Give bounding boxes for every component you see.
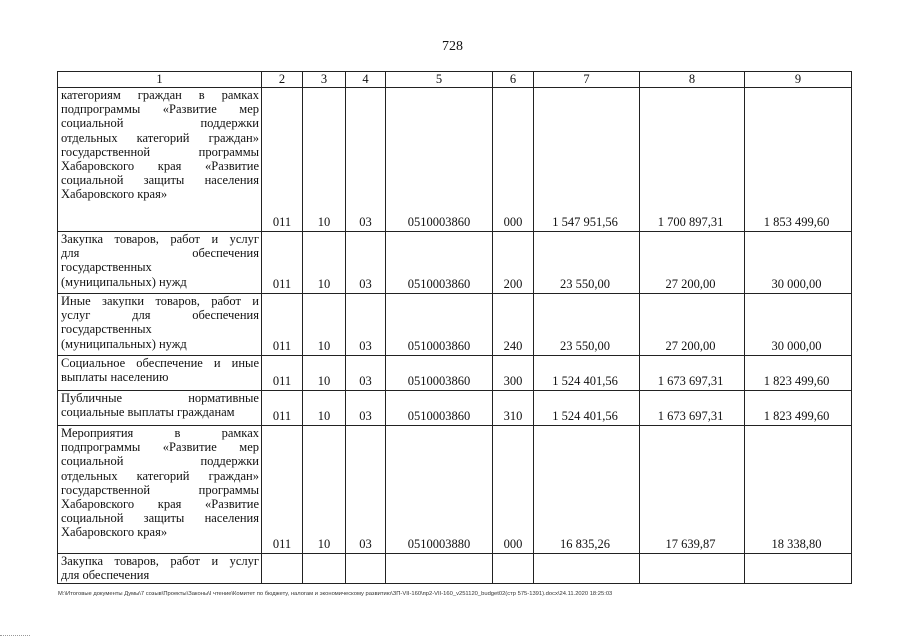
cell-col-5: 0510003860	[386, 88, 493, 232]
cell-col-8: 27 200,00	[640, 232, 745, 294]
column-header: 2	[262, 72, 303, 88]
cell-col-8	[640, 554, 745, 584]
cell-col-3: 10	[303, 232, 346, 294]
row-description	[58, 232, 262, 294]
cell-col-3	[303, 554, 346, 584]
row-description	[58, 356, 262, 391]
description-line: подпрограммы «Развитие мер	[61, 102, 259, 117]
cell-col-7	[534, 554, 640, 584]
cell-col-2: 011	[262, 294, 303, 356]
table-row	[58, 294, 852, 356]
description-line: Хабаровского края «Развитие	[61, 158, 259, 173]
cell-col-7: 23 550,00	[534, 294, 640, 356]
cell-col-3: 10	[303, 356, 346, 391]
table-row	[58, 554, 852, 584]
cell-col-6: 240	[493, 294, 534, 356]
row-description	[58, 554, 262, 584]
cell-col-7: 23 550,00	[534, 232, 640, 294]
description-line: Мероприятия в рамках	[61, 426, 259, 440]
file-path-footer: M:\Итоговые документы Думы\7 созыв\Проекты\Законы\I чтение\Комитет по бюджету, налогам и экономическому развитию\ЗП-VII-160\пр2-VII-160_v251120_budget02(стр 575-1391).docx\24.11.2020 18:25:03	[58, 591, 613, 597]
cell-col-3: 10	[303, 294, 346, 356]
cell-col-4: 03	[346, 294, 386, 356]
cell-col-4: 03	[346, 391, 386, 426]
cell-col-8: 1 700 897,31	[640, 88, 745, 232]
cell-col-7: 16 835,26	[534, 426, 640, 554]
row-description	[58, 294, 262, 356]
description-line: Хабаровского края»	[61, 187, 168, 202]
description-line: социальные выплаты гражданам	[61, 405, 235, 420]
description-line: категориям граждан в рамках	[61, 88, 259, 102]
description-line: Публичные нормативные	[61, 391, 259, 405]
description-line: государственной программы	[61, 144, 259, 159]
cell-col-4: 03	[346, 88, 386, 232]
cell-col-4: 03	[346, 426, 386, 554]
column-header: 9	[745, 72, 852, 88]
row-description	[58, 426, 262, 554]
cell-col-2: 011	[262, 88, 303, 232]
description-line: государственных	[61, 260, 152, 275]
cell-col-9: 30 000,00	[745, 232, 852, 294]
table-row	[58, 88, 852, 232]
description-line: социальной поддержки	[61, 116, 259, 131]
cell-col-7: 1 524 401,56	[534, 391, 640, 426]
description-line: подпрограммы «Развитие мер	[61, 440, 259, 455]
cell-col-4: 03	[346, 356, 386, 391]
cell-col-2: 011	[262, 426, 303, 554]
description-line: для обеспечения	[61, 246, 259, 261]
column-header: 4	[346, 72, 386, 88]
description-line: социальной защиты населения	[61, 173, 259, 188]
column-header: 6	[493, 72, 534, 88]
column-header: 7	[534, 72, 640, 88]
cell-col-9: 18 338,80	[745, 426, 852, 554]
column-header: 3	[303, 72, 346, 88]
cell-col-5: 0510003860	[386, 391, 493, 426]
cell-col-5: 0510003860	[386, 232, 493, 294]
cell-col-2: 011	[262, 391, 303, 426]
cell-col-7: 1 547 951,56	[534, 88, 640, 232]
description-line: Закупка товаров, работ и услуг	[61, 554, 259, 568]
cell-col-5: 0510003860	[386, 294, 493, 356]
description-line: (муниципальных) нужд	[61, 274, 187, 289]
cell-col-6: 310	[493, 391, 534, 426]
row-description	[58, 88, 262, 232]
cell-col-2	[262, 554, 303, 584]
cell-col-4	[346, 554, 386, 584]
table-header-row	[58, 72, 852, 88]
description-line: выплаты населению	[61, 370, 169, 385]
description-line: услуг для обеспечения	[61, 308, 259, 323]
cell-col-6: 000	[493, 88, 534, 232]
cell-col-9: 1 823 499,60	[745, 391, 852, 426]
description-line: Социальное обеспечение и иные	[61, 356, 259, 370]
cell-col-5	[386, 554, 493, 584]
cell-col-9: 30 000,00	[745, 294, 852, 356]
description-line: Хабаровского края «Развитие	[61, 496, 259, 511]
cell-col-6: 300	[493, 356, 534, 391]
cell-col-6	[493, 554, 534, 584]
table-body	[58, 88, 852, 584]
cell-col-2: 011	[262, 356, 303, 391]
page-number: 728	[442, 39, 463, 54]
cell-col-8: 1 673 697,31	[640, 356, 745, 391]
description-line: государственной программы	[61, 482, 259, 497]
description-line: Иные закупки товаров, работ и	[61, 294, 259, 308]
column-header: 1	[58, 72, 262, 88]
description-line: социальной защиты населения	[61, 511, 259, 526]
cell-col-9: 1 823 499,60	[745, 356, 852, 391]
description-line: отдельных категорий граждан»	[61, 130, 259, 145]
description-line: социальной поддержки	[61, 454, 259, 469]
description-line: Закупка товаров, работ и услуг	[61, 232, 259, 246]
cell-col-3: 10	[303, 391, 346, 426]
table-row	[58, 232, 852, 294]
cell-col-8: 1 673 697,31	[640, 391, 745, 426]
cell-col-6: 000	[493, 426, 534, 554]
cell-col-8: 27 200,00	[640, 294, 745, 356]
cell-col-9	[745, 554, 852, 584]
budget-table	[57, 71, 852, 584]
cell-col-3: 10	[303, 426, 346, 554]
cell-col-5: 0510003880	[386, 426, 493, 554]
row-description	[58, 391, 262, 426]
table-row	[58, 391, 852, 426]
cell-col-7: 1 524 401,56	[534, 356, 640, 391]
column-header: 5	[386, 72, 493, 88]
table-row	[58, 356, 852, 391]
description-line: (муниципальных) нужд	[61, 336, 187, 351]
description-line: Хабаровского края»	[61, 525, 168, 540]
cell-col-5: 0510003860	[386, 356, 493, 391]
description-line: государственных	[61, 322, 152, 337]
column-header: 8	[640, 72, 745, 88]
cell-col-3: 10	[303, 88, 346, 232]
cell-col-8: 17 639,87	[640, 426, 745, 554]
table-row	[58, 426, 852, 554]
cell-col-4: 03	[346, 232, 386, 294]
cell-col-2: 011	[262, 232, 303, 294]
description-line: отдельных категорий граждан»	[61, 468, 259, 483]
description-line: для обеспечения	[61, 568, 150, 583]
cell-col-9: 1 853 499,60	[745, 88, 852, 232]
scan-mark	[0, 635, 30, 637]
cell-col-6: 200	[493, 232, 534, 294]
